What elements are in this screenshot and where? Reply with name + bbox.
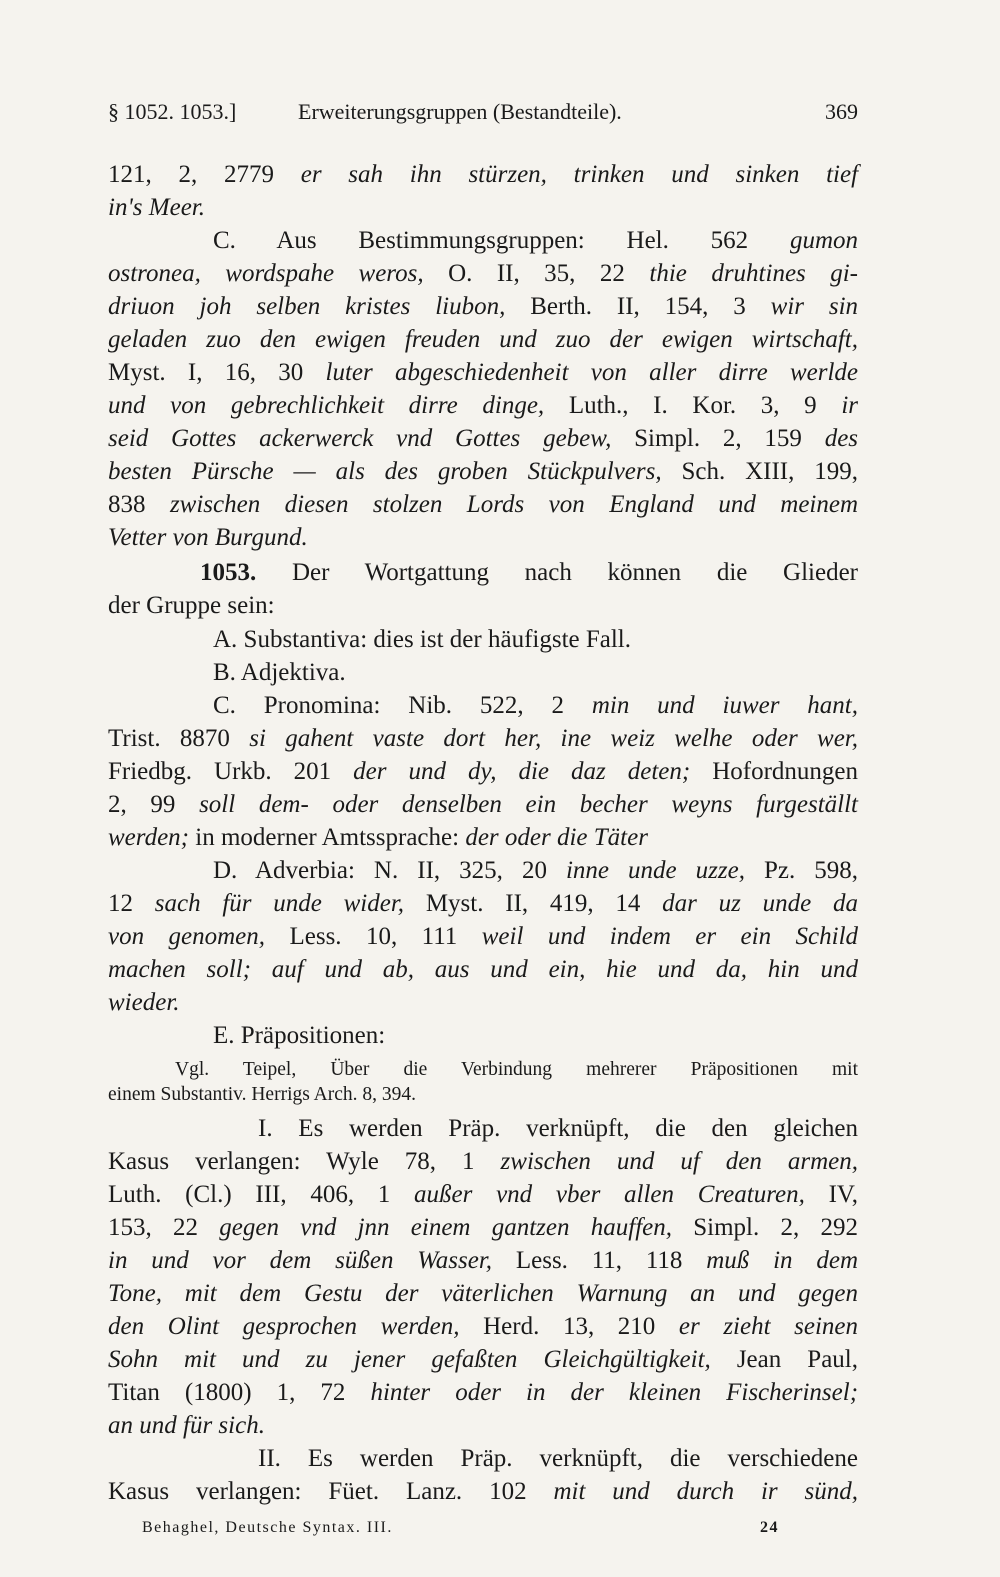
text-line: seid Gottes ackerwerck vnd Gottes gebew, Simpl. 2, 159 des bbox=[108, 425, 859, 452]
header-page-number: 369 bbox=[825, 99, 858, 124]
text-line: werden; in moderner Amtssprache: der oder die Täter bbox=[108, 824, 648, 851]
text-line: und von gebrechlichkeit dirre dinge, Luth., I. Kor. 3, 9 ir bbox=[108, 392, 859, 419]
footer-sheet-number: 24 bbox=[760, 1519, 779, 1536]
text-line: C. Pronomina: Nib. 522, 2 min und iuwer hant, bbox=[213, 692, 858, 719]
text-line: wieder. bbox=[108, 989, 180, 1016]
text-line: Luth. (Cl.) III, 406, 1 außer vnd vber allen Creaturen, IV, bbox=[108, 1181, 859, 1208]
header-section: § 1052. 1053.] bbox=[108, 99, 237, 124]
text-line: in und vor dem süßen Wasser, Less. 11, 118 muß in dem bbox=[108, 1247, 859, 1274]
text-line: ostronea, wordspahe weros, O. II, 35, 22 thie druhtines gi- bbox=[108, 260, 858, 287]
text-line: 2, 99 soll dem- oder denselben ein becher weyns furgeställt bbox=[108, 791, 859, 818]
text-line: 121, 2, 2779 er sah ihn stürzen, trinken und sinken tief bbox=[108, 161, 859, 188]
text-line: C. Aus Bestimmungsgruppen: Hel. 562 gumon bbox=[213, 227, 858, 254]
text-line: geladen zuo den ewigen freuden und zuo der ewigen wirtschaft, bbox=[108, 326, 858, 353]
text-line: Titan (1800) 1, 72 hinter oder in der kleinen Fischerinsel; bbox=[108, 1379, 859, 1406]
section-number: 1053. bbox=[200, 559, 257, 586]
text-line: Tone, mit dem Gestu der väterlichen Warnung an und gegen bbox=[108, 1280, 858, 1307]
text-line: driuon joh selben kristes liubon, Berth. II, 154, 3 wir sin bbox=[108, 293, 859, 320]
text-line: E. Präpositionen: bbox=[213, 1022, 386, 1049]
text-line: der Gruppe sein: bbox=[108, 592, 275, 619]
text-line: machen soll; auf und ab, aus und ein, hie und da, hin und bbox=[108, 956, 858, 983]
text-line: Vetter von Burgund. bbox=[108, 524, 308, 551]
text-line: I. Es werden Präp. verknüpft, die den gleichen bbox=[258, 1115, 858, 1142]
text-line: besten Pürsche — als des groben Stückpulvers, Sch. XIII, 199, bbox=[108, 458, 859, 485]
text-line: 12 sach für unde wider, Myst. II, 419, 14 dar uz unde da bbox=[108, 890, 858, 917]
text-line: Kasus verlangen: Wyle 78, 1 zwischen und uf den armen, bbox=[108, 1148, 858, 1175]
section-1053-heading: 1053. Der Wortgattung nach können die Glieder bbox=[200, 559, 859, 586]
text-line: 838 zwischen diesen stolzen Lords von England und meinem bbox=[108, 491, 859, 518]
text-line: Myst. I, 16, 30 luter abgeschiedenheit von aller dirre werlde bbox=[108, 359, 858, 386]
footer-signature: Behaghel, Deutsche Syntax. III. bbox=[142, 1519, 393, 1536]
text-line: Sohn mit und zu jener gefaßten Gleichgültigkeit, Jean Paul, bbox=[108, 1346, 858, 1373]
text-line: II. Es werden Präp. verknüpft, die verschiedene bbox=[258, 1445, 858, 1472]
reference-note: einem Substantiv. Herrigs Arch. 8, 394. bbox=[108, 1084, 416, 1105]
text-line: A. Substantiva: dies ist der häufigste Fall. bbox=[213, 626, 632, 653]
text-line: an und für sich. bbox=[108, 1412, 265, 1439]
text-line: den Olint gesprochen werden, Herd. 13, 210 er zieht seinen bbox=[108, 1313, 859, 1340]
text-line: in's Meer. bbox=[108, 194, 205, 221]
text-line: 153, 22 gegen vnd jnn einem gantzen hauffen, Simpl. 2, 292 bbox=[108, 1214, 859, 1241]
text-line: von genomen, Less. 10, 111 weil und indem er ein Schild bbox=[108, 923, 859, 950]
text-line: B. Adjektiva. bbox=[213, 659, 346, 686]
text-line: Friedbg. Urkb. 201 der und dy, die daz deten; Hofordnungen bbox=[108, 758, 858, 785]
reference-note: Vgl. Teipel, Über die Verbindung mehrerer Präpositionen mit bbox=[175, 1059, 858, 1080]
text-line: D. Adverbia: N. II, 325, 20 inne unde uzze, Pz. 598, bbox=[213, 857, 859, 884]
text-line: Trist. 8870 si gahent vaste dort her, ine weiz welhe oder wer, bbox=[108, 725, 859, 752]
header-title: Erweiterungsgruppen (Bestandteile). bbox=[298, 99, 622, 124]
text-line: Kasus verlangen: Füet. Lanz. 102 mit und durch ir sünd, bbox=[108, 1478, 859, 1505]
